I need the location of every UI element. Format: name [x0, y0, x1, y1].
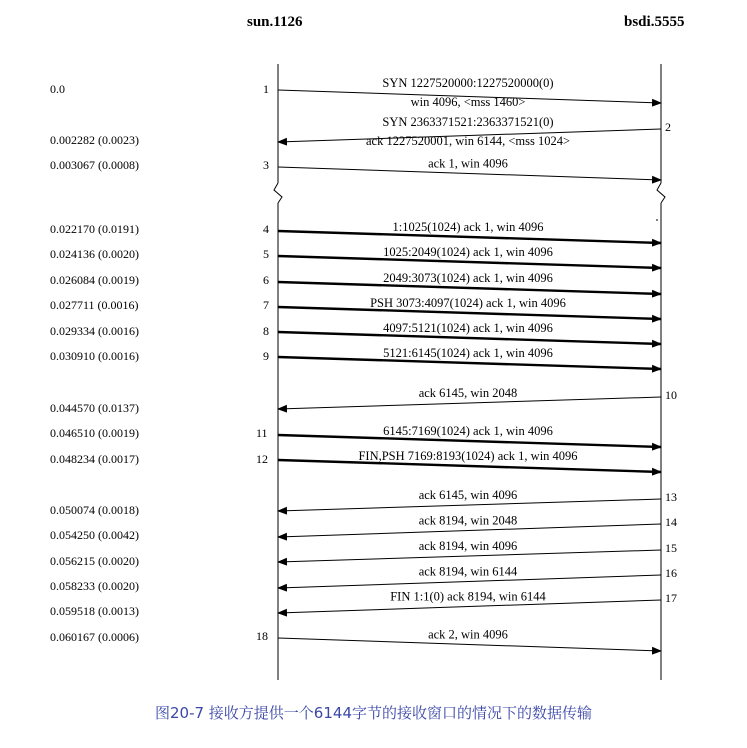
segment-number: 8 — [263, 324, 269, 338]
segment-number: 13 — [665, 490, 677, 504]
segment-time: 0.027711 (0.0016) — [50, 298, 139, 312]
segment-17 — [278, 590, 661, 614]
segment-label: 6145:7169(1024) ack 1, win 4096 — [383, 424, 553, 438]
segment-label: 2049:3073(1024) ack 1, win 4096 — [383, 271, 553, 285]
segment-2 — [278, 115, 661, 148]
segment-time: 0.030910 (0.0016) — [50, 349, 139, 363]
segment-label-line-1: SYN 2363371521:2363371521(0) — [382, 115, 554, 129]
segment-time: 0.054250 (0.0042) — [50, 528, 139, 542]
segment-time: 0.050074 (0.0018) — [50, 503, 139, 517]
segment-time: 0.058233 (0.0020) — [50, 579, 139, 593]
segment-number: 5 — [263, 247, 269, 261]
segment-number: 14 — [665, 515, 677, 529]
left-lifeline-break — [274, 183, 282, 203]
segment-time: 0.056215 (0.0020) — [50, 554, 139, 568]
segment-time: 0.059518 (0.0013) — [50, 604, 139, 618]
segment-label: 1:1025(1024) ack 1, win 4096 — [392, 220, 544, 234]
segment-number: 12 — [256, 452, 268, 466]
segment-label: FIN,PSH 7169:8193(1024) ack 1, win 4096 — [358, 449, 578, 463]
segment-label: ack 8194, win 6144 — [418, 564, 518, 579]
segment-9 — [278, 346, 661, 369]
segment-label: FIN 1:1(0) ack 8194, win 6144 — [390, 589, 546, 604]
segment-label: ack 8194, win 4096 — [418, 539, 518, 553]
segment-10 — [278, 386, 661, 409]
segment-number: 1 — [263, 82, 269, 96]
segment-time: 0.0 — [50, 82, 65, 96]
segment-number: 7 — [263, 298, 269, 312]
segment-number: 11 — [256, 426, 268, 440]
segment-number: 3 — [263, 158, 269, 172]
segment-time: 0.029334 (0.0016) — [50, 324, 139, 338]
segment-time: 0.003067 (0.0008) — [50, 158, 139, 172]
segment-label: ack 6145, win 2048 — [418, 386, 518, 400]
segment-number: 17 — [665, 591, 677, 605]
segment-label-line-2: ack 1227520001, win 6144, <mss 1024> — [365, 134, 571, 148]
segment-label: ack 8194, win 2048 — [418, 513, 518, 528]
segment-number: 2 — [665, 120, 671, 134]
segment-label: 5121:6145(1024) ack 1, win 4096 — [383, 346, 553, 360]
figure-caption: 图20-7 接收方提供一个6144字节的接收窗口的情况下的数据传输 — [155, 704, 592, 722]
segment-time: 0.024136 (0.0020) — [50, 247, 139, 261]
segment-12 — [278, 449, 661, 472]
segment-number: 18 — [256, 629, 268, 643]
segment-time: 0.022170 (0.0191) — [50, 222, 139, 236]
segment-time: 0.044570 (0.0137) — [50, 401, 139, 415]
segment-8 — [278, 321, 661, 344]
segment-label-line-1: SYN 1227520000:1227520000(0) — [382, 76, 554, 90]
segment-18 — [278, 628, 661, 652]
segment-time: 0.026084 (0.0019) — [50, 273, 139, 287]
segment-6 — [278, 271, 661, 294]
segment-3 — [278, 157, 661, 181]
segment-11 — [278, 424, 661, 447]
segment-time: 0.046510 (0.0019) — [50, 426, 139, 440]
segment-time: 0.048234 (0.0017) — [50, 452, 139, 466]
right-host-label: bsdi.5555 — [624, 14, 685, 30]
segment-15 — [278, 539, 661, 562]
segment-label: ack 1, win 4096 — [428, 156, 508, 171]
segment-13 — [278, 488, 661, 511]
segment-1 — [278, 76, 661, 109]
segment-number: 9 — [263, 349, 269, 363]
segment-16 — [278, 565, 661, 589]
segment-5 — [278, 245, 661, 268]
segment-14 — [278, 514, 661, 538]
segment-number: 15 — [665, 541, 677, 555]
segment-label: 4097:5121(1024) ack 1, win 4096 — [383, 321, 553, 335]
segment-number: 6 — [263, 273, 269, 287]
segment-number: 4 — [263, 222, 269, 236]
segment-number: 10 — [665, 388, 677, 402]
right-lifeline-break — [657, 183, 665, 203]
segment-number: 16 — [665, 566, 677, 580]
left-host-label: sun.1126 — [247, 14, 303, 30]
segment-label: PSH 3073:4097(1024) ack 1, win 4096 — [370, 296, 566, 310]
segment-time: 0.060167 (0.0006) — [50, 630, 139, 644]
segment-4 — [278, 220, 661, 243]
segment-7 — [278, 296, 661, 319]
segment-label-line-2: win 4096, <mss 1460> — [410, 95, 526, 109]
segment-label: ack 6145, win 4096 — [418, 488, 518, 502]
segment-label: 1025:2049(1024) ack 1, win 4096 — [383, 245, 553, 259]
segments — [278, 76, 661, 651]
segment-label: ack 2, win 4096 — [428, 627, 508, 642]
segment-time: 0.002282 (0.0023) — [50, 133, 139, 147]
